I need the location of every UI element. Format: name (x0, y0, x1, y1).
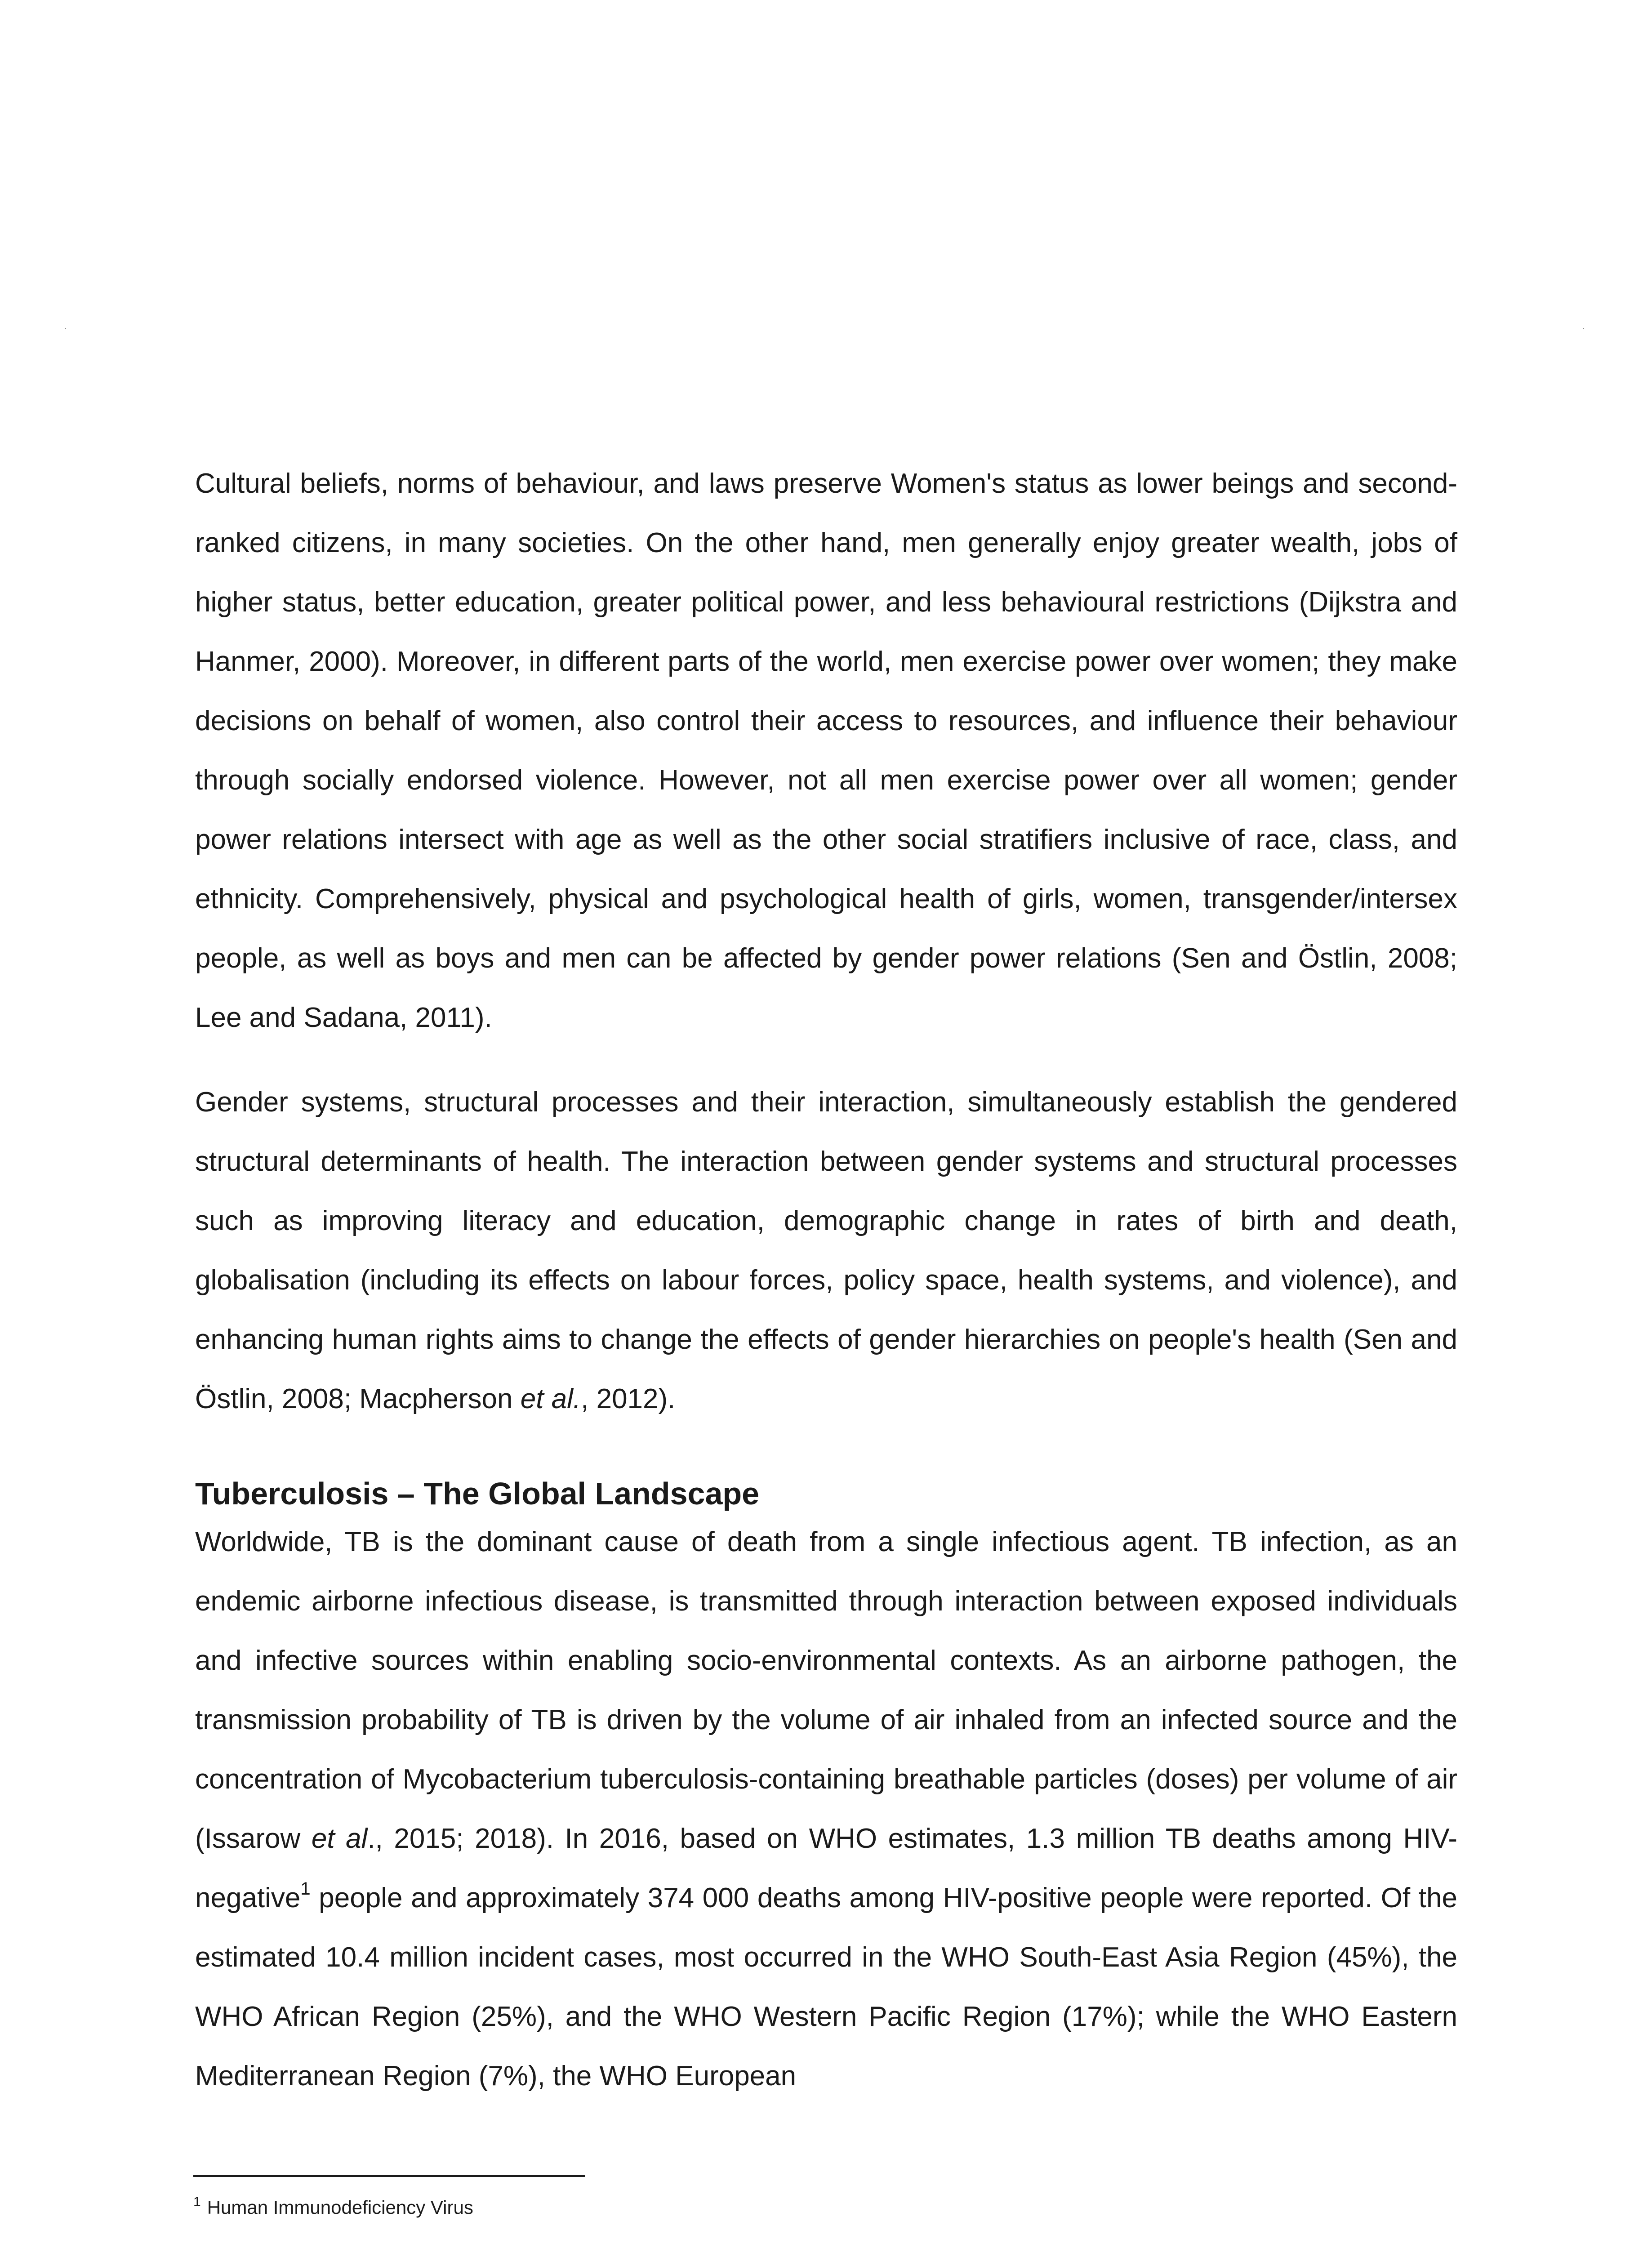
paragraph-gender-power (195, 454, 1457, 1048)
paragraph-gender-systems-citation-end: , 2012). (581, 1383, 676, 1414)
left-margin-mark: . (64, 321, 67, 331)
footnote-reference: 1 (300, 1879, 311, 1899)
paragraph-gender-systems-text: Gender systems, structural processes and their interaction, simultaneously establish the gendered structural determinants of health. The interaction between gender systems and structural processes such as improving literacy and education, demographic change in rates of birth and death, globalisation (including its effects on labour forces, policy space, health systems, and violence), and enhancing human rights aims to change the effects of gender hierarchies on people's health (Sen and Östlin, 2008; Macpherson (195, 1087, 1457, 1414)
main-text (195, 454, 1457, 2106)
section-heading-tuberculosis: Tuberculosis – The Global Landscape (195, 1476, 760, 1511)
paragraph-tb-landscape-text-end: people and approximately 374 000 deaths among HIV-positive people were reported. Of the estimated 10.4 million incident cases, most occurred in the WHO South-East Asia Region (45%), the WHO African Region (25%), and the WHO Western Pacific Region (17%); while the WHO Eastern Mediterranean Region (7%), the WHO European (195, 1882, 1457, 2092)
paragraph-tb-landscape (195, 1512, 1457, 2106)
right-margin-mark: . (1582, 321, 1585, 331)
footnote-marker: 1 (193, 2194, 201, 2209)
footnote-text: Human Immunodeficiency Virus (207, 2197, 473, 2218)
paragraph-tb-landscape-text-cont: ., 2015; 2018). In 2016, based on WHO estimates, 1.3 million TB deaths among HIV-negative (195, 1823, 1457, 1913)
paragraph-gender-systems (195, 1073, 1457, 1429)
footnote (193, 2194, 473, 2221)
footnote-divider (193, 2175, 585, 2177)
paragraph-tb-landscape-text: Worldwide, TB is the dominant cause of death from a single infectious agent. TB infection, as an endemic airborne infectious disease, is transmitted through interaction between exposed individuals and infective sources within enabling socio-environmental contexts. As an airborne pathogen, the transmission probability of TB is driven by the volume of air inhaled from an infected source and the concentration of Mycobacterium tuberculosis-containing breathable particles (doses) per volume of air (Issarow (195, 1526, 1457, 1854)
et-al-italic: et al. (520, 1383, 581, 1414)
et-al-italic: et al (311, 1823, 368, 1854)
paragraph-gender-power-text: Cultural beliefs, norms of behaviour, and laws preserve Women's status as lower beings and second-ranked citizens, in many societies. On the other hand, men generally enjoy greater wealth, jobs of higher status, better education, greater political power, and less behavioural restrictions (Dijkstra and Hanmer, 2000). Moreover, in different parts of the world, men exercise power over women; they make decisions on behalf of women, also control their access to resources, and influence their behaviour through socially endorsed violence. However, not all men exercise power over all women; gender power relations intersect with age as well as the other social stratifiers inclusive of race, class, and ethnicity. Comprehensively, physical and psychological health of girls, women, transgender/intersex people, as well as boys and men can be affected by gender power relations (Sen and Östlin, 2008; Lee and Sadana, 2011). (195, 468, 1457, 1033)
